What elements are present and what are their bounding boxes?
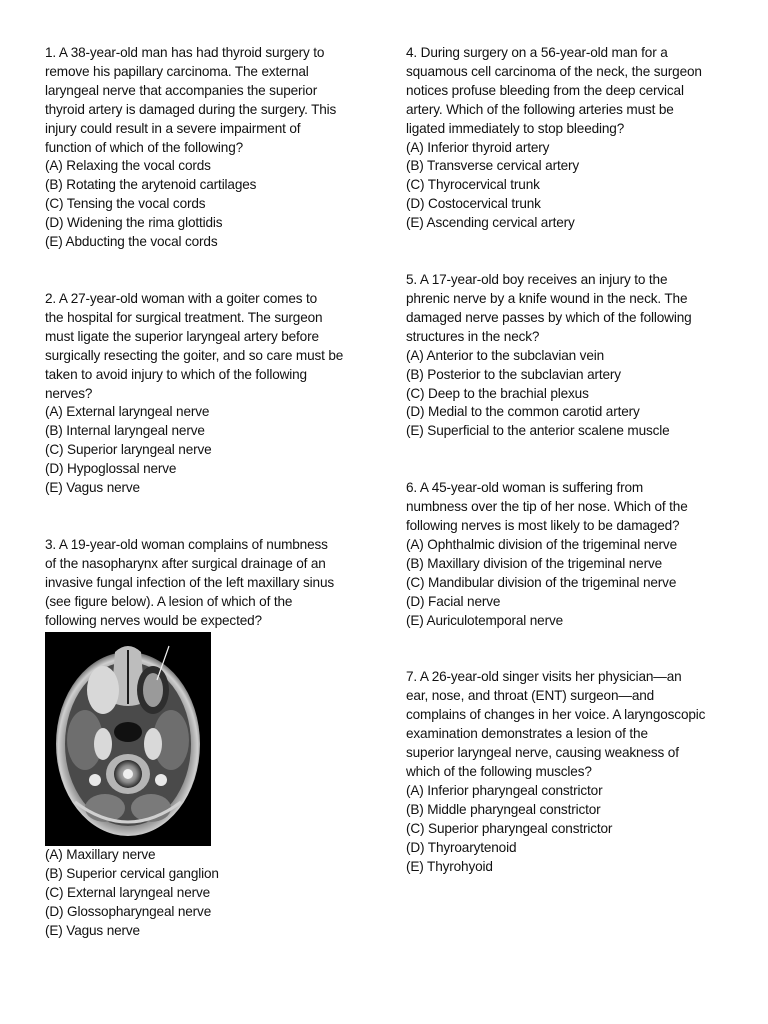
question-7 — [406, 668, 736, 876]
question-7-stem-line: ear, nose, and throat (ENT) surgeon—and — [406, 688, 655, 704]
question-6-option-e: (E) Auriculotemporal nerve — [406, 612, 564, 628]
question-3 — [45, 536, 375, 941]
question-2-option-e: (E) Vagus nerve — [45, 480, 140, 496]
question-5-stem-line: damaged nerve passes by which of the following — [406, 309, 692, 325]
question-7-stem-line: examination demonstrates a lesion of the — [406, 726, 648, 742]
question-4 — [406, 44, 736, 233]
question-5-stem-line: 5. A 17-year-old boy receives an injury to the — [406, 272, 668, 288]
question-5-option-d: (D) Medial to the common carotid artery — [406, 404, 640, 420]
question-4-option-b: (B) Transverse cervical artery — [406, 158, 580, 174]
question-2-option-c: (C) Superior laryngeal nerve — [45, 442, 212, 458]
question-6 — [406, 479, 736, 630]
question-3-stem-line: 3. A 19-year-old woman complains of numbness — [45, 536, 328, 552]
question-7-option-c: (C) Superior pharyngeal constrictor — [406, 820, 613, 836]
question-4-option-a: (A) Inferior thyroid artery — [406, 139, 550, 155]
question-4-option-e: (E) Ascending cervical artery — [406, 215, 575, 231]
question-2-option-b: (B) Internal laryngeal nerve — [45, 423, 205, 439]
question-4-stem-line: artery. Which of the following arteries must be — [406, 101, 674, 117]
question-6-option-a: (A) Ophthalmic division of the trigeminal nerve — [406, 536, 677, 552]
question-3-option-c: (C) External laryngeal nerve — [45, 885, 211, 901]
question-1-stem-line: function of which of the following? — [45, 139, 244, 155]
question-4-option-d: (D) Costocervical trunk — [406, 196, 541, 212]
question-5-stem-line: phrenic nerve by a knife wound in the neck. The — [406, 290, 688, 306]
question-5-option-a: (A) Anterior to the subclavian vein — [406, 347, 605, 363]
question-5-option-c: (C) Deep to the brachial plexus — [406, 385, 589, 401]
question-2-stem-line: taken to avoid injury to which of the following — [45, 366, 307, 382]
mri-axial-head-figure — [45, 632, 211, 846]
question-6-stem-line: following nerves is most likely to be damaged? — [406, 518, 680, 534]
question-2-stem-line: surgically resecting the goiter, and so care must be — [45, 347, 344, 363]
left-column — [45, 44, 375, 941]
question-3-stem-line: invasive fungal infection of the left maxillary sinus — [45, 574, 334, 590]
question-2-stem-line: the hospital for surgical treatment. The surgeon — [45, 309, 323, 325]
question-7-option-b: (B) Middle pharyngeal constrictor — [406, 801, 601, 817]
question-1 — [45, 44, 375, 252]
question-6-option-d: (D) Facial nerve — [406, 593, 501, 609]
question-7-option-d: (D) Thyroarytenoid — [406, 839, 517, 855]
question-7-option-a: (A) Inferior pharyngeal constrictor — [406, 782, 603, 798]
question-6-option-b: (B) Maxillary division of the trigeminal nerve — [406, 555, 663, 571]
question-2-stem-line: nerves? — [45, 385, 93, 401]
question-6-option-c: (C) Mandibular division of the trigeminal nerve — [406, 574, 677, 590]
question-3-option-b: (B) Superior cervical ganglion — [45, 866, 219, 882]
question-1-stem-line: laryngeal nerve that accompanies the superior — [45, 82, 318, 98]
question-4-stem-line: ligated immediately to stop bleeding? — [406, 120, 625, 136]
question-7-stem-line: complains of changes in her voice. A laryngoscopic — [406, 707, 706, 723]
question-6-stem-line: numbness over the tip of her nose. Which of the — [406, 499, 688, 515]
question-2 — [45, 290, 375, 498]
question-1-option-c: (C) Tensing the vocal cords — [45, 196, 206, 212]
question-6-stem-line: 6. A 45-year-old woman is suffering from — [406, 480, 644, 496]
question-2-option-d: (D) Hypoglossal nerve — [45, 461, 177, 477]
right-column — [406, 44, 736, 876]
question-1-stem-line: thyroid artery is damaged during the surgery. This — [45, 101, 337, 117]
question-5 — [406, 271, 736, 441]
question-2-option-a: (A) External laryngeal nerve — [45, 404, 210, 420]
question-1-option-b: (B) Rotating the arytenoid cartilages — [45, 177, 257, 193]
question-4-stem-line: notices profuse bleeding from the deep cervical — [406, 82, 684, 98]
question-3-option-a: (A) Maxillary nerve — [45, 847, 156, 863]
question-1-option-d: (D) Widening the rima glottidis — [45, 215, 223, 231]
question-7-stem-line: superior laryngeal nerve, causing weakness of — [406, 745, 679, 761]
question-3-stem-line: following nerves would be expected? — [45, 612, 262, 628]
question-5-option-b: (B) Posterior to the subclavian artery — [406, 366, 621, 382]
question-3-option-d: (D) Glossopharyngeal nerve — [45, 904, 212, 920]
question-4-option-c: (C) Thyrocervical trunk — [406, 177, 540, 193]
question-7-option-e: (E) Thyrohyoid — [406, 858, 493, 874]
question-1-option-a: (A) Relaxing the vocal cords — [45, 158, 211, 174]
question-3-option-e: (E) Vagus nerve — [45, 923, 140, 939]
question-7-stem-line: 7. A 26-year-old singer visits her physician—an — [406, 669, 682, 685]
question-1-stem-line: injury could result in a severe impairment of — [45, 120, 301, 136]
question-5-option-e: (E) Superficial to the anterior scalene muscle — [406, 423, 670, 439]
question-1-stem-line: 1. A 38-year-old man has had thyroid surgery to — [45, 45, 325, 60]
question-1-stem-line: remove his papillary carcinoma. The external — [45, 63, 309, 79]
question-4-stem-line: 4. During surgery on a 56-year-old man for a — [406, 45, 668, 60]
question-5-stem-line: structures in the neck? — [406, 328, 540, 344]
question-7-stem-line: which of the following muscles? — [406, 764, 592, 779]
question-3-stem-line: (see figure below). A lesion of which of the — [45, 593, 293, 609]
question-1-option-e: (E) Abducting the vocal cords — [45, 234, 218, 250]
question-2-stem-line: must ligate the superior laryngeal artery before — [45, 328, 319, 344]
question-4-stem-line: squamous cell carcinoma of the neck, the surgeon — [406, 63, 702, 79]
question-3-stem-line: of the nasopharynx after surgical drainage of an — [45, 555, 326, 571]
question-2-stem-line: 2. A 27-year-old woman with a goiter comes to — [45, 290, 318, 306]
